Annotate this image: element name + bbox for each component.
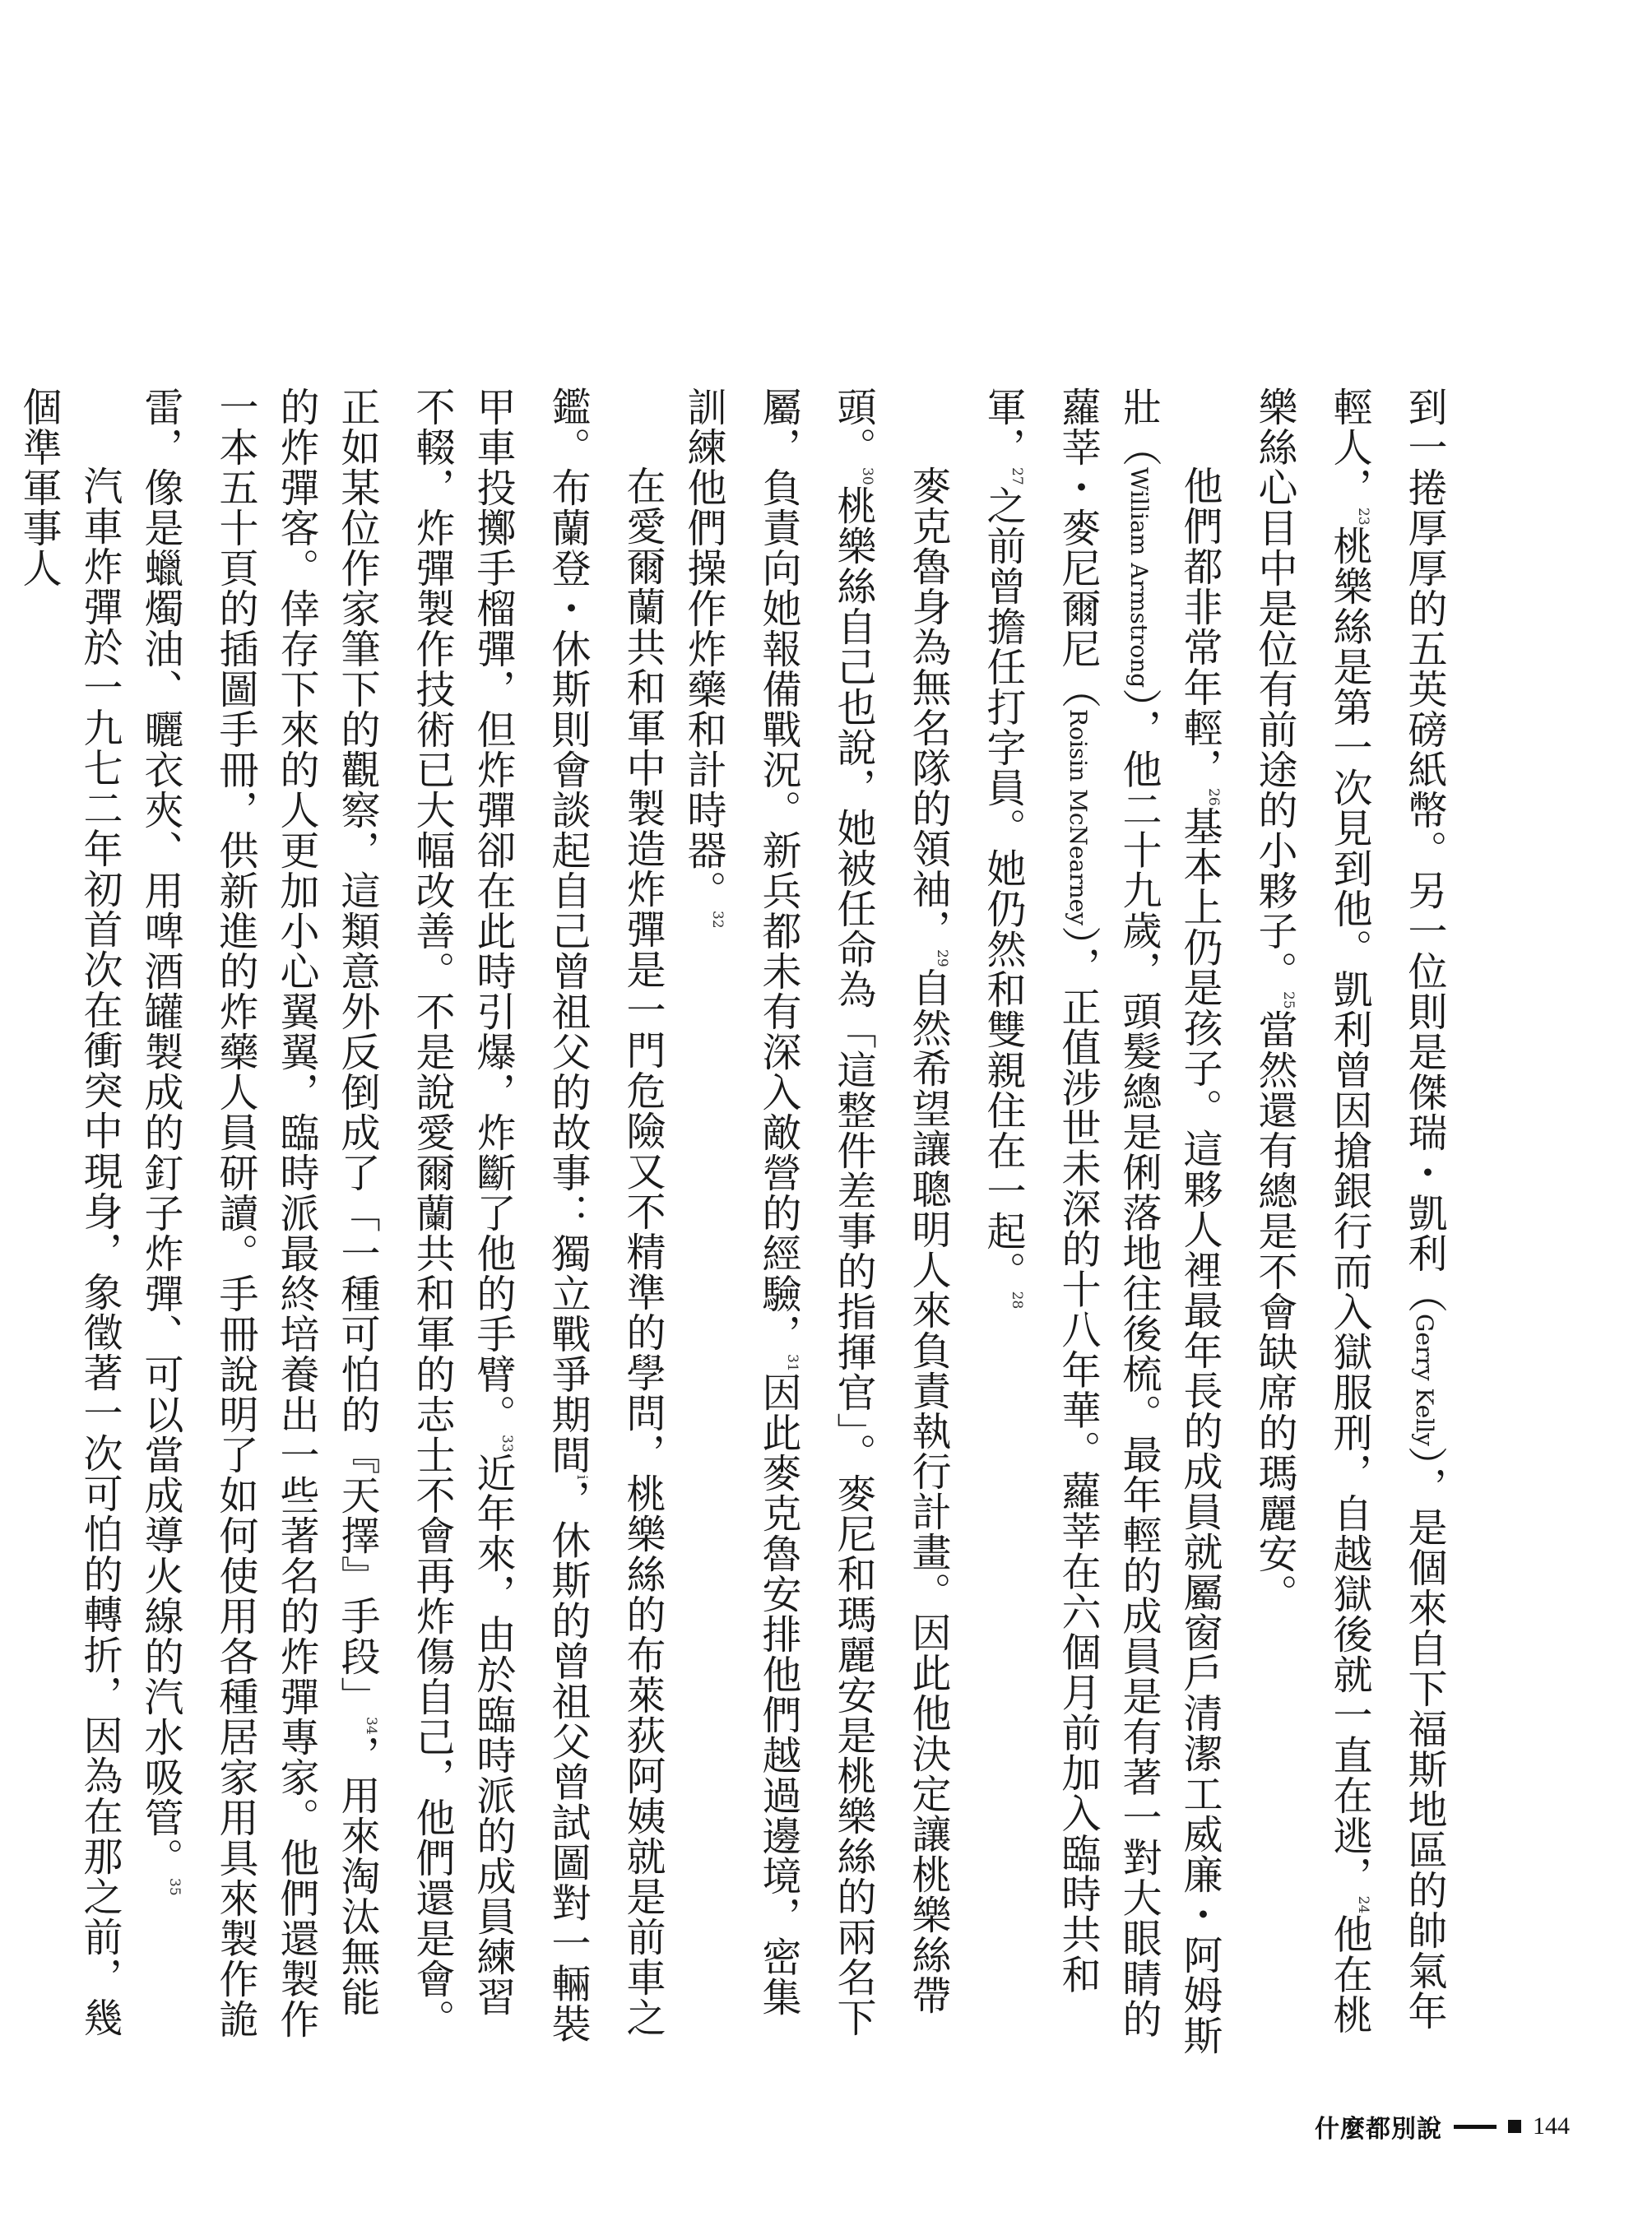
footer-rule bbox=[1454, 2125, 1497, 2129]
text-run: ），是個來自下福斯地區的帥氣年輕人， bbox=[1326, 387, 1447, 2031]
running-footer bbox=[1315, 2106, 1570, 2147]
latin-name: Roisin McNearney bbox=[1065, 709, 1092, 926]
footer-square-icon bbox=[1508, 2120, 1521, 2133]
text-run: 桃樂絲是第一次見到他。凱利曾因搶銀行而入獄服刑，自越獄後就一直在逃， bbox=[1326, 525, 1372, 1896]
text-run: 桃樂絲自己也說，她被任命為「這整件差事的指揮官」。麥尼和瑪麗安是桃樂絲的兩名下屬，負責向她報備戰況。新兵都未有深入敵營的經驗， bbox=[755, 387, 876, 2038]
text-run: 他在桃樂絲心目中是位有前途的小夥子。 bbox=[1251, 387, 1372, 2035]
footnote-marker: 30 bbox=[859, 467, 875, 485]
footnote-marker: 28 bbox=[1009, 1291, 1025, 1310]
footnote-marker: 35 bbox=[166, 1878, 183, 1896]
text-run: 自然希望讓聰明人來負責執行計畫。因此他決定讓桃樂絲帶頭。 bbox=[830, 387, 951, 2015]
text-run: 基本上仍是孩子。這夥人裡最年長的成員就屬窗戶清潔工威廉・阿姆斯壯（ bbox=[1116, 387, 1223, 2056]
text-run: 當然還有總是不會缺席的瑪麗安。 bbox=[1251, 1009, 1297, 1614]
paragraph bbox=[130, 387, 673, 2056]
footnote-marker: 27 bbox=[1009, 467, 1025, 485]
text-run: 在愛爾蘭共和軍中製造炸彈是一門危險又不精準的學問，桃樂絲的布萊荻阿姨就是前車之鑑。布蘭登・休斯則會談起自己曾祖父的故事：獨立戰爭期間 bbox=[545, 387, 666, 2038]
footnote-marker: 29 bbox=[934, 949, 950, 967]
text-run: 麥克魯身為無名隊的領袖， bbox=[905, 466, 951, 949]
body-text bbox=[8, 387, 1455, 2056]
footnote-marker: 26 bbox=[1205, 788, 1222, 806]
text-run: 因此麥克魯安排他們越過邊境，密集訓練他們操作炸藥和計時器。 bbox=[680, 387, 801, 2017]
footnote-marker: 24 bbox=[1355, 1895, 1371, 1914]
paragraph bbox=[972, 387, 1244, 2056]
footnote-marker: i bbox=[573, 1475, 590, 1480]
text-run: ），他二十九歲，頭髮總是俐落地往後梳。最年輕的成員是有著一對大眼睛的蘿莘・麥尼爾尼（ bbox=[1055, 387, 1162, 2039]
page-number: 144 bbox=[1533, 2112, 1570, 2140]
footnote-marker: 25 bbox=[1280, 991, 1297, 1009]
text-run: ），正值涉世未深的十八年華。蘿莘在六個月前加入臨時共和軍， bbox=[980, 387, 1101, 1995]
text-run: 汽車炸彈於一九七二年初首次在衝突中現身，象徵著一次可怕的轉折，因為在那之前，幾個準軍事人 bbox=[16, 387, 123, 2038]
text-run: ，用來淘汰無能的炸彈客。倖存下來的人更加小心翼翼，臨時派最終培養出一些著名的炸彈專家。他們還製作一本五十頁的插圖手冊，供新進的炸藥人員研讀。手冊說明了如何使用各種居家用具來製作詭雷，像是蠟燭油、曬衣夾、用啤酒罐製成的釘子炸彈、可以當成導火線的汽水吸管。 bbox=[137, 387, 380, 2039]
footnote-marker: 31 bbox=[784, 1354, 800, 1372]
footnote-marker: 23 bbox=[1355, 508, 1371, 526]
text-run: 近年來，由於臨時派的成員練習不輟，炸彈製作技術已大幅改善。不是說愛爾蘭共和軍的志士不會再炸傷自己，他們還是會。正如某位作家筆下的觀察，這類意外反倒成了「一種可怕的『天擇』手段」 bbox=[334, 387, 516, 2039]
paragraph bbox=[673, 387, 972, 2056]
latin-name: William Armstrong bbox=[1125, 467, 1153, 689]
footnote-marker: 33 bbox=[499, 1435, 515, 1453]
text-run: 他們都非常年輕， bbox=[1176, 466, 1223, 788]
paragraph bbox=[1244, 387, 1455, 2056]
book-title: 什麼都別說 bbox=[1315, 2115, 1442, 2144]
latin-name: Gerry Kelly bbox=[1411, 1314, 1438, 1446]
footnote-marker: 32 bbox=[709, 911, 726, 929]
text-run: ，休斯的曾祖父曾試圖對一輛裝甲車投擲手榴彈，但炸彈卻在此時引爆，炸斷了他的手臂。 bbox=[470, 387, 591, 2044]
text-run: 到一捲厚厚的五英磅紙幣。另一位則是傑瑞・凱利（ bbox=[1401, 387, 1447, 1314]
paragraph bbox=[8, 387, 130, 2056]
text-run: 之前曾擔任打字員。她仍然和雙親住在一起。 bbox=[980, 485, 1026, 1291]
footnote-marker: 34 bbox=[363, 1717, 379, 1735]
